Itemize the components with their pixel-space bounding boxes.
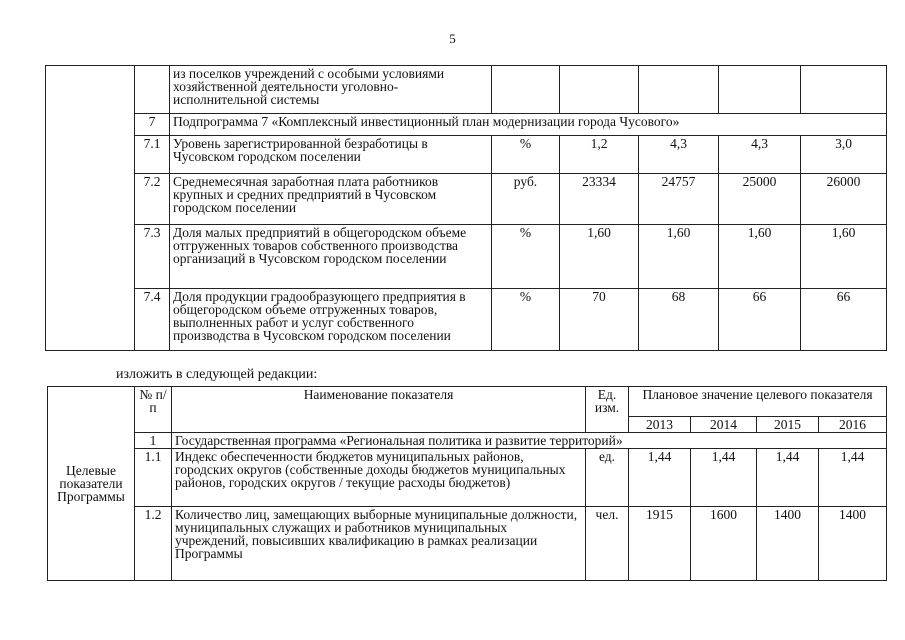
row-number: 7	[135, 114, 170, 136]
table-row	[46, 66, 887, 114]
header-name: Наименование показателя	[172, 387, 586, 433]
value-2014: 4,3	[639, 136, 719, 174]
unit-cell: %	[492, 289, 560, 351]
indicator-name: Уровень зарегистрированной безработицы в Чусовском городском поселении	[170, 136, 492, 174]
unit-cell: %	[492, 225, 560, 289]
unit-cell: руб.	[492, 174, 560, 225]
row-label-cell	[46, 66, 135, 351]
header-year: 2016	[819, 417, 887, 433]
header-year: 2014	[691, 417, 757, 433]
unit-cell: чел.	[586, 507, 629, 581]
indicator-name: из поселков учреждений с особыми условиями хозяйственной деятельности уголовно-исполнительной системы	[170, 66, 492, 114]
value-2013: 23334	[560, 174, 639, 225]
value-2013	[560, 66, 639, 114]
value-2013: 1,60	[560, 225, 639, 289]
indicator-name: Среднемесячная заработная плата работников крупных и средних предприятий в Чусовском городском поселении	[170, 174, 492, 225]
row-number: 1.2	[135, 507, 172, 581]
value-2013: 1,2	[560, 136, 639, 174]
table-row	[46, 136, 887, 174]
value-2013: 1,44	[629, 449, 691, 507]
value-2015: 66	[719, 289, 801, 351]
row-number: 1	[135, 433, 172, 449]
value-2013: 1915	[629, 507, 691, 581]
value-2015: 1,44	[757, 449, 819, 507]
unit-cell: %	[492, 136, 560, 174]
unit-cell: ед.	[586, 449, 629, 507]
table-row	[48, 449, 887, 507]
value-2014	[639, 66, 719, 114]
value-2014: 1,44	[691, 449, 757, 507]
value-2015	[719, 66, 801, 114]
table-row	[46, 289, 887, 351]
value-2015: 1,60	[719, 225, 801, 289]
program-title: Государственная программа «Региональная политика и развитие территорий»	[172, 433, 887, 449]
value-2016: 1,44	[819, 449, 887, 507]
value-2016: 1400	[819, 507, 887, 581]
header-number: № п/п	[135, 387, 172, 433]
unit-cell	[492, 66, 560, 114]
row-label-cell: Целевые показатели Программы	[48, 387, 135, 581]
indicators-table-bottom	[47, 386, 887, 581]
header-unit: Ед. изм.	[586, 387, 629, 433]
table-row	[48, 507, 887, 581]
table-row	[46, 174, 887, 225]
row-number: 7.4	[135, 289, 170, 351]
row-number: 1.1	[135, 449, 172, 507]
table-row	[46, 225, 887, 289]
value-2014: 1600	[691, 507, 757, 581]
header-year: 2015	[757, 417, 819, 433]
indicator-name: Индекс обеспеченности бюджетов муниципальных районов, городских округов (собственные доходы бюджетов муниципальных районов, городских округов / текущие расходы бюджетов)	[172, 449, 586, 507]
indicator-name: Доля малых предприятий в общегородском объеме отгруженных товаров собственного производства организаций в Чусовском городском поселении	[170, 225, 492, 289]
page-number: 5	[449, 31, 456, 46]
indicators-table-top	[45, 65, 887, 351]
value-2013: 70	[560, 289, 639, 351]
value-2015: 4,3	[719, 136, 801, 174]
table-row	[46, 114, 887, 136]
value-2016: 1,60	[801, 225, 887, 289]
header-plan: Плановое значение целевого показателя	[629, 387, 887, 417]
header-year: 2013	[629, 417, 691, 433]
row-number	[135, 66, 170, 114]
table-row	[48, 433, 887, 449]
row-number: 7.1	[135, 136, 170, 174]
row-number: 7.2	[135, 174, 170, 225]
intro-text: изложить в следующей редакции:	[116, 367, 318, 382]
value-2016	[801, 66, 887, 114]
value-2014: 1,60	[639, 225, 719, 289]
row-number: 7.3	[135, 225, 170, 289]
value-2016: 66	[801, 289, 887, 351]
value-2014: 24757	[639, 174, 719, 225]
table-header-row	[48, 387, 887, 417]
value-2016: 3,0	[801, 136, 887, 174]
value-2015: 1400	[757, 507, 819, 581]
value-2014: 68	[639, 289, 719, 351]
subprogram-title: Подпрограмма 7 «Комплексный инвестиционный план модернизации города Чусового»	[170, 114, 887, 136]
indicator-name: Доля продукции градообразующего предприятия в общегородском объеме отгруженных товаров, выполненных работ и услуг собственного производства в Чусовском городском поселении	[170, 289, 492, 351]
value-2015: 25000	[719, 174, 801, 225]
value-2016: 26000	[801, 174, 887, 225]
indicator-name: Количество лиц, замещающих выборные муниципальные должности, муниципальных служащих и работников муниципальных учреждений, повысивших квалификацию в рамках реализации Программы	[172, 507, 586, 581]
